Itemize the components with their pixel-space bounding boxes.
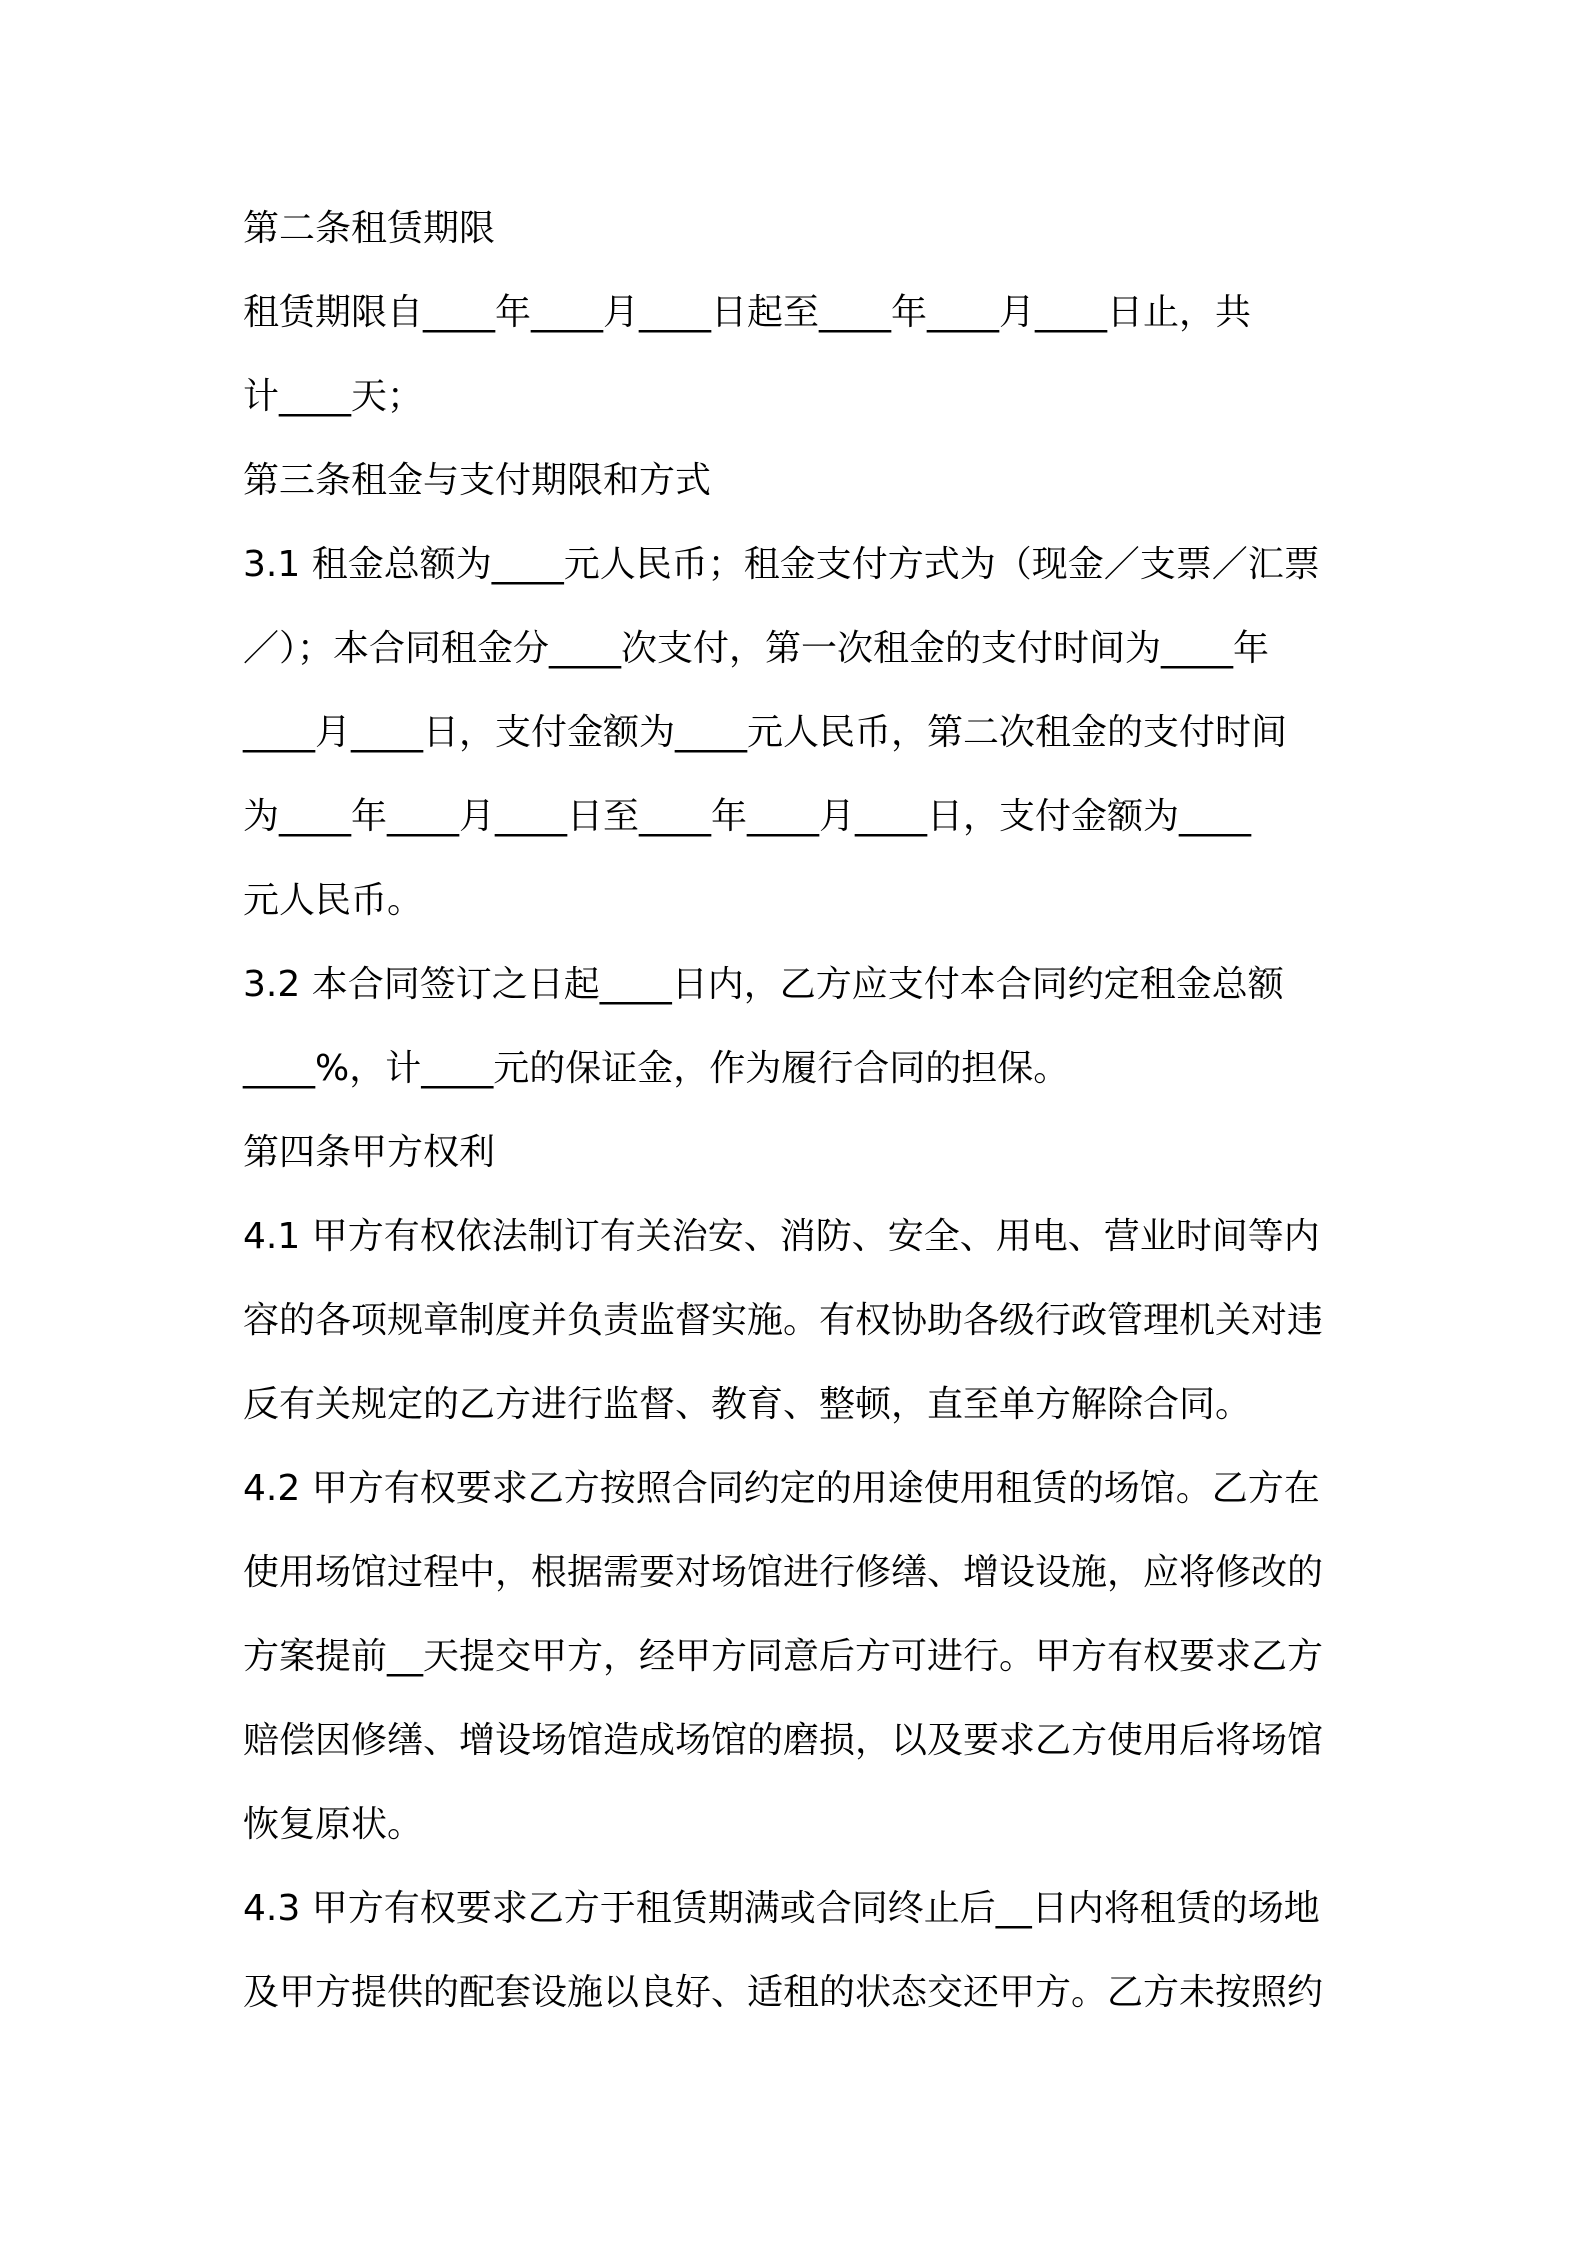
clause-4-2-line-1: 4.2 甲方有权要求乙方按照合同约定的用途使用租赁的场馆。乙方在: [243, 1468, 1320, 1509]
article-2-text-line-1: 租赁期限自____年____月____日起至____年____月____日止，共: [243, 292, 1252, 333]
clause-4-3-line-2: 及甲方提供的配套设施以良好、适租的状态交还甲方。乙方未按照约: [243, 1972, 1324, 2013]
clause-3-1-line-3: ____月____日，支付金额为____元人民币，第二次租金的支付时间: [243, 712, 1288, 753]
clause-4-1-line-2: 容的各项规章制度并负责监督实施。有权协助各级行政管理机关对违: [243, 1300, 1324, 1341]
article-2-heading: 第二条租赁期限: [243, 208, 496, 249]
article-2-text-line-2: 计____天；: [243, 376, 424, 417]
clause-4-2-line-4: 赔偿因修缮、增设场馆造成场馆的磨损，以及要求乙方使用后将场馆: [243, 1720, 1324, 1761]
article-3-heading: 第三条租金与支付期限和方式: [243, 460, 712, 501]
clause-3-1-line-2: ／）；本合同租金分____次支付，第一次租金的支付时间为____年: [243, 628, 1270, 669]
clause-3-1-line-5: 元人民币。: [243, 880, 424, 921]
clause-3-2-line-2: ____%，计____元的保证金，作为履行合同的担保。: [243, 1048, 1070, 1089]
article-4-heading: 第四条甲方权利: [243, 1132, 496, 1173]
clause-4-2-line-2: 使用场馆过程中，根据需要对场馆进行修缮、增设设施，应将修改的: [243, 1552, 1324, 1593]
clause-4-2-line-5: 恢复原状。: [243, 1804, 424, 1845]
clause-4-1-line-3: 反有关规定的乙方进行监督、教育、整顿，直至单方解除合同。: [243, 1384, 1252, 1425]
clause-3-1-line-1: 3.1 租金总额为____元人民币；租金支付方式为（现金／支票／汇票: [243, 544, 1320, 585]
clause-3-2-line-1: 3.2 本合同签订之日起____日内，乙方应支付本合同约定租金总额: [243, 964, 1284, 1005]
clause-4-2-line-3: 方案提前__天提交甲方，经甲方同意后方可进行。甲方有权要求乙方: [243, 1636, 1324, 1677]
clause-4-1-line-1: 4.1 甲方有权依法制订有关治安、消防、安全、用电、营业时间等内: [243, 1216, 1320, 1257]
clause-3-1-line-4: 为____年____月____日至____年____月____日，支付金额为____: [243, 796, 1252, 837]
clause-4-3-line-1: 4.3 甲方有权要求乙方于租赁期满或合同终止后__日内将租赁的场地: [243, 1888, 1320, 1929]
